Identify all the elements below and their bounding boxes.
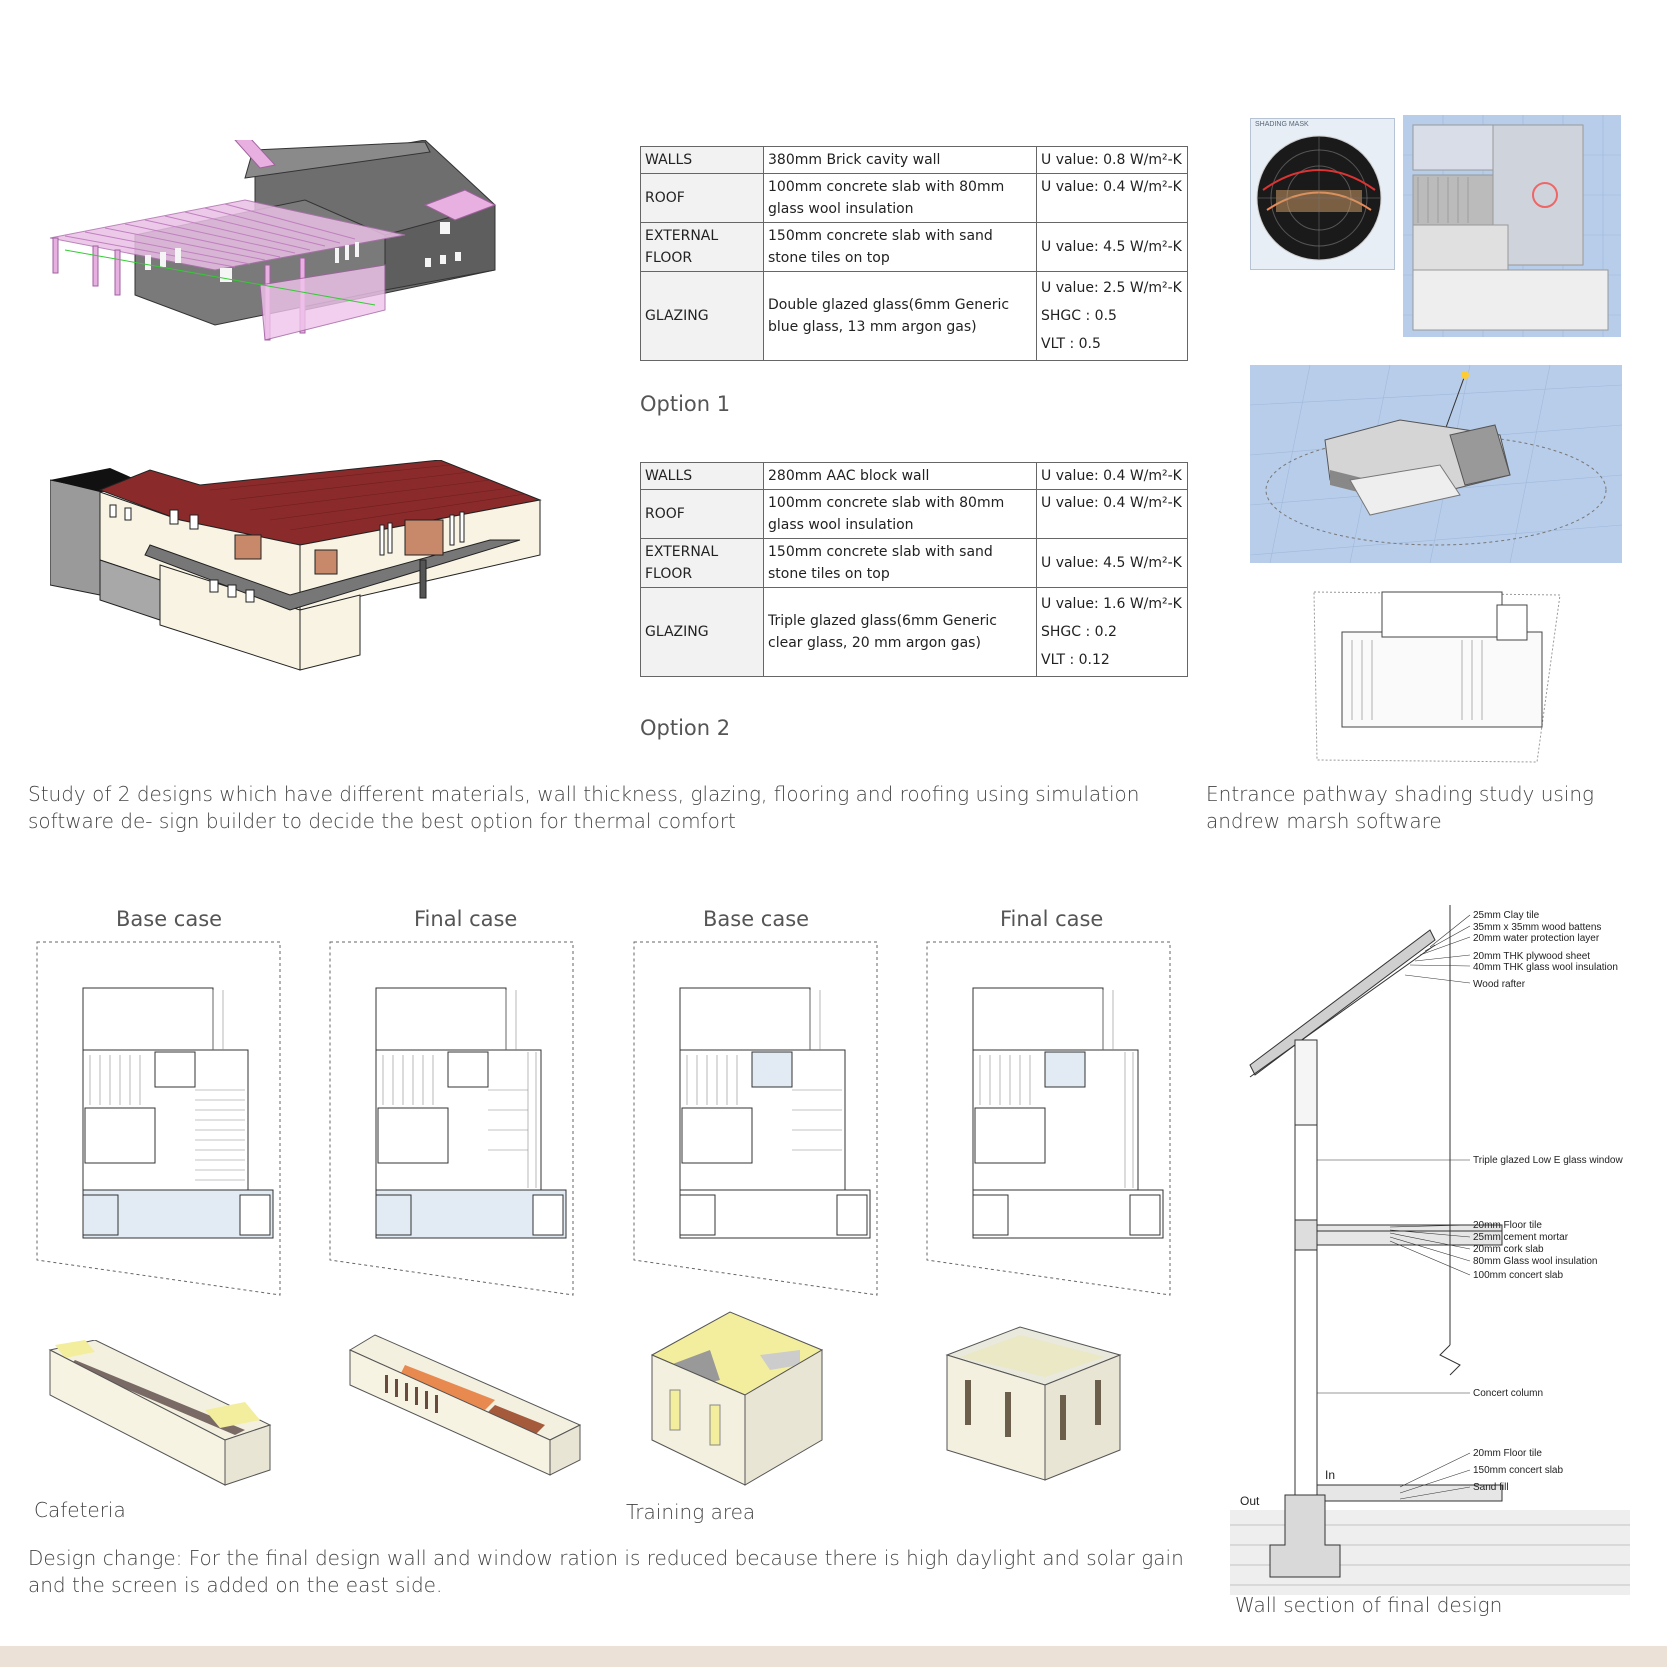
table-row: [641, 147, 1188, 174]
table-row: [641, 539, 1188, 588]
material-cell: 280mm AAC block wall: [764, 463, 1037, 490]
label-glass-wool: 40mm THK glass wool insulation: [1473, 962, 1618, 973]
value-cell: U value: 2.5 W/m²-K SHGC : 0.5 VLT : 0.5: [1037, 272, 1188, 361]
wall-section-drawing: [1230, 905, 1630, 1595]
table-row: [641, 174, 1188, 223]
value-cell: U value: 1.6 W/m²-K SHGC : 0.2 VLT : 0.12: [1037, 588, 1188, 677]
label-cork-slab: 20mm cork slab: [1473, 1244, 1544, 1255]
label-concert-slab: 100mm concert slab: [1473, 1270, 1564, 1281]
label-in: In: [1325, 1468, 1336, 1482]
shading-caption: Entrance pathway shading study using andrew marsh software: [1206, 782, 1595, 833]
table-row: [641, 463, 1188, 490]
label-ground-slab: 150mm concert slab: [1473, 1465, 1564, 1476]
label-clay-tile: 25mm Clay tile: [1473, 910, 1540, 921]
shading-mask-panel: [1250, 118, 1395, 270]
material-cell: 380mm Brick cavity wall: [764, 147, 1037, 174]
option1-3d-model: [45, 140, 535, 360]
option1-table: [640, 146, 1188, 361]
label-wood-battens: 35mm x 35mm wood battens: [1473, 922, 1602, 933]
shading-3d-view: [1250, 365, 1622, 563]
design-change-caption: Design change: For the final design wall and window ration is reduced because there is high daylight and solar gain and the screen is added on the east side.: [28, 1546, 1184, 1597]
table-row: [641, 490, 1188, 539]
floor-plan-base-training: [632, 940, 882, 1300]
value-cell: U value: 0.8 W/m²-K: [1037, 147, 1188, 174]
material-cell: Triple glazed glass(6mm Generic clear glass, 20 mm argon gas): [764, 588, 1037, 677]
material-cell: 150mm concrete slab with sand stone tiles on top: [764, 539, 1037, 588]
label-window: Triple glazed Low E glass window: [1473, 1155, 1623, 1166]
label-water-protection: 20mm water protection layer: [1473, 933, 1600, 944]
floor-plan-final-training: [925, 940, 1175, 1300]
table-row: [641, 223, 1188, 272]
element-cell: WALLS: [641, 463, 764, 490]
label-floor-tile: 20mm Floor tile: [1473, 1220, 1542, 1231]
element-cell: GLAZING: [641, 588, 764, 677]
value-cell: U value: 4.5 W/m²-K: [1037, 539, 1188, 588]
label-cement-mortar: 25mm cement mortar: [1473, 1232, 1569, 1243]
label-wood-rafter: Wood rafter: [1473, 979, 1526, 990]
study-caption: Study of 2 designs which have different materials, wall thickness, glazing, flooring and roofing using simulation software de- sign builder to decide the best option for thermal comfort: [28, 782, 1140, 833]
cafeteria-base-3d: [45, 1340, 275, 1490]
training-base-3d: [650, 1310, 825, 1490]
table-row: [641, 272, 1188, 361]
shading-site-plan: [1312, 590, 1562, 765]
element-cell: EXTERNAL FLOOR: [641, 223, 764, 272]
bottom-band: [0, 1646, 1667, 1667]
shading-plan-view: [1403, 115, 1621, 337]
plan-heading-3: Base case: [703, 907, 810, 931]
material-cell: 100mm concrete slab with 80mm glass wool insulation: [764, 174, 1037, 223]
label-out: Out: [1240, 1494, 1260, 1508]
option2-title: Option 2: [640, 716, 731, 740]
value-cell: U value: 0.4 W/m²-K: [1037, 463, 1188, 490]
material-cell: Double glazed glass(6mm Generic blue glass, 13 mm argon gas): [764, 272, 1037, 361]
plan-heading-1: Base case: [116, 907, 223, 931]
shading-mask-title: SHADING MASK: [1255, 121, 1309, 128]
value-cell: U value: 0.4 W/m²-K: [1037, 174, 1188, 223]
label-sand-fill: Sand fill: [1473, 1482, 1509, 1493]
floor-plan-final-cafeteria: [328, 940, 578, 1300]
material-cell: 150mm concrete slab with sand stone tiles on top: [764, 223, 1037, 272]
option1-title: Option 1: [640, 392, 731, 416]
sun-path-diagram: [1251, 130, 1394, 266]
floor-plan-base-cafeteria: [35, 940, 285, 1300]
cafeteria-final-3d: [345, 1330, 585, 1480]
element-cell: ROOF: [641, 490, 764, 539]
label-plywood: 20mm THK plywood sheet: [1473, 951, 1591, 962]
value-cell: U value: 0.4 W/m²-K: [1037, 490, 1188, 539]
room-label-cafeteria: Cafeteria: [34, 1498, 126, 1522]
material-cell: 100mm concrete slab with 80mm glass wool insulation: [764, 490, 1037, 539]
room-label-training: Training area: [626, 1500, 756, 1524]
label-concert-column: Concert column: [1473, 1388, 1544, 1399]
training-final-3d: [945, 1325, 1125, 1485]
wall-section-caption: Wall section of final design: [1235, 1593, 1503, 1617]
plan-heading-2: Final case: [414, 907, 518, 931]
plan-heading-4: Final case: [1000, 907, 1104, 931]
table-row: [641, 588, 1188, 677]
label-ground-floor-tile: 20mm Floor tile: [1473, 1448, 1542, 1459]
label-floor-insulation: 80mm Glass wool insulation: [1473, 1256, 1598, 1267]
element-cell: ROOF: [641, 174, 764, 223]
value-cell: U value: 4.5 W/m²-K: [1037, 223, 1188, 272]
option2-3d-model: [50, 460, 580, 710]
element-cell: GLAZING: [641, 272, 764, 361]
element-cell: WALLS: [641, 147, 764, 174]
element-cell: EXTERNAL FLOOR: [641, 539, 764, 588]
option2-table: [640, 462, 1188, 677]
